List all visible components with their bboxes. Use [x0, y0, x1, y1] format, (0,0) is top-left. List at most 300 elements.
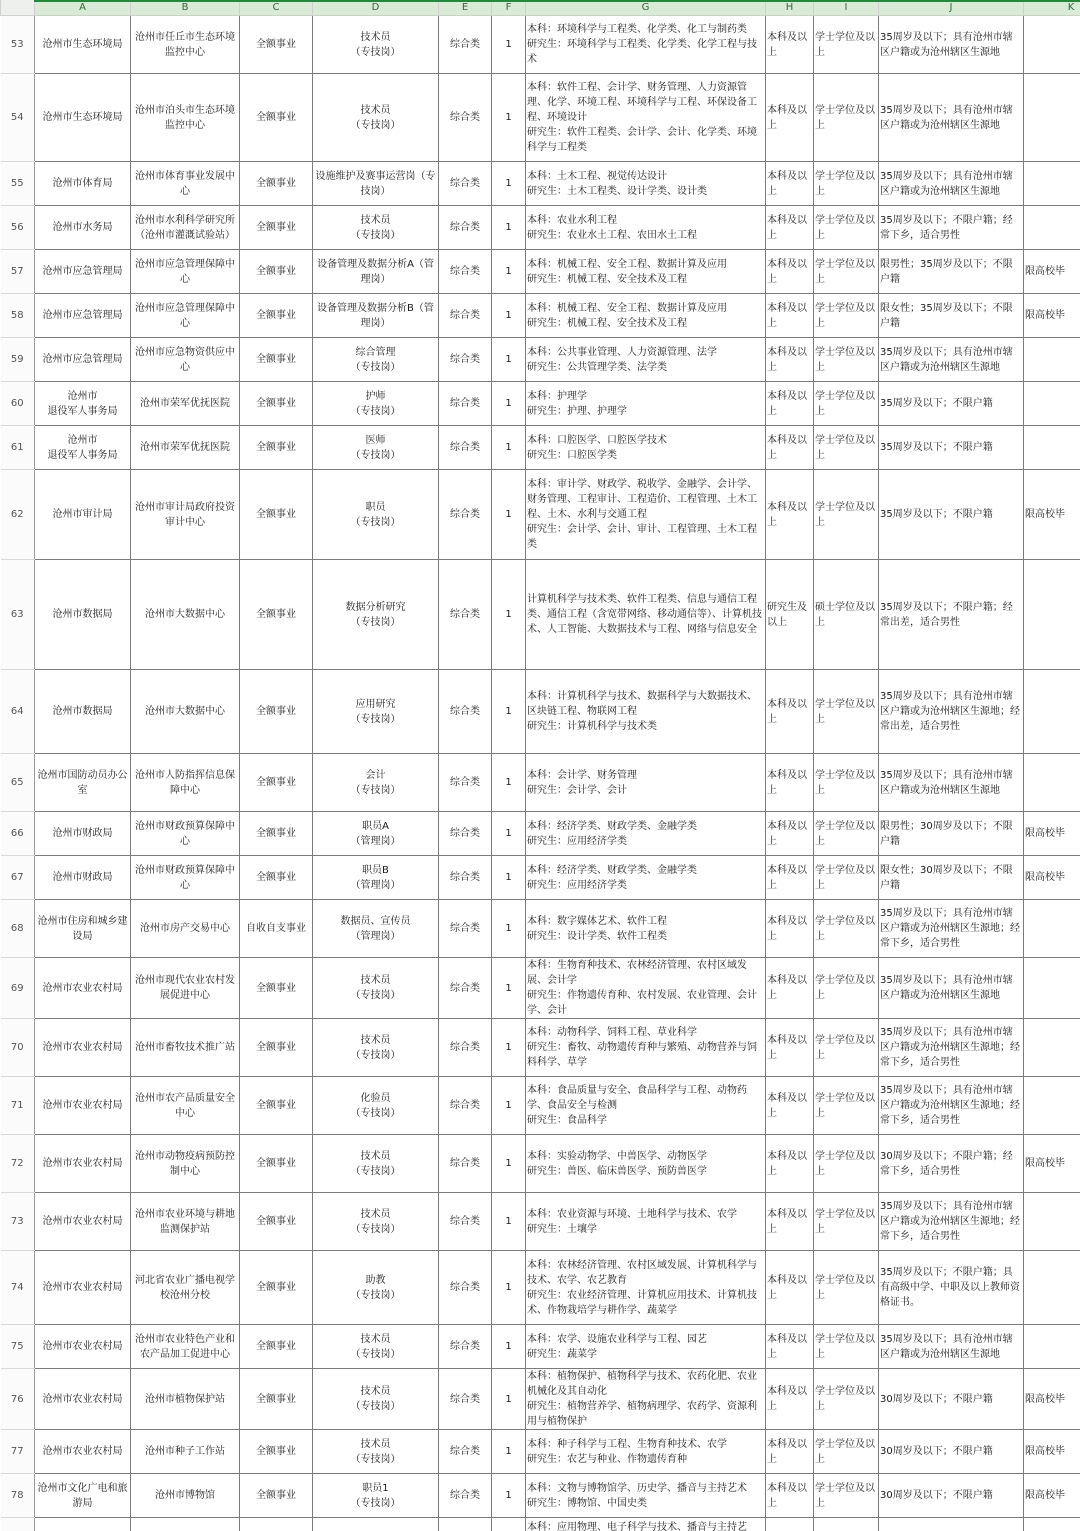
cell-i[interactable]: 学士学位及以上	[814, 1251, 879, 1325]
row-number[interactable]: 73	[1, 1193, 35, 1251]
cell-i[interactable]: 学士学位及以上	[814, 382, 879, 426]
cell-h[interactable]: 研究生及以上	[766, 560, 814, 670]
cell-h[interactable]: 本科及以上	[766, 856, 814, 900]
cell-f[interactable]	[492, 1518, 526, 1531]
cell-a[interactable]: 沧州市水务局	[35, 206, 131, 250]
cell-h[interactable]: 本科及以上	[766, 206, 814, 250]
row-number[interactable]: 66	[1, 812, 35, 856]
cell-b[interactable]: 沧州市审计局政府投资审计中心	[131, 470, 240, 560]
cell-e[interactable]: 综合类	[439, 958, 492, 1019]
cell-g[interactable]: 本科：审计学、财政学、税收学、金融学、会计学、财务管理、工程审计、工程造价、工程管理、土木工程、土木、水利与交通工程 研究生：会计学、会计、审计、工程管理、土木工程类	[526, 470, 766, 560]
cell-b[interactable]: 沧州市大数据中心	[131, 670, 240, 754]
cell-a[interactable]: 沧州市农业农村局	[35, 1019, 131, 1077]
table-row[interactable]	[1, 1430, 1080, 1474]
cell-j[interactable]	[879, 1518, 1024, 1531]
table-row[interactable]	[1, 206, 1080, 250]
cell-a[interactable]: 沧州市农业农村局	[35, 1193, 131, 1251]
cell-e[interactable]: 综合类	[439, 162, 492, 206]
cell-f[interactable]: 1	[492, 162, 526, 206]
cell-d[interactable]: 技术员 （专技岗）	[313, 74, 439, 162]
cell-a[interactable]: 沧州市 退役军人事务局	[35, 382, 131, 426]
cell-h[interactable]: 本科及以上	[766, 900, 814, 958]
cell-k[interactable]: 限高校毕	[1024, 1369, 1080, 1430]
cell-b[interactable]: 沧州市农业环境与耕地监测保护站	[131, 1193, 240, 1251]
cell-c[interactable]: 全额事业	[240, 1325, 313, 1369]
cell-c[interactable]: 全额事业	[240, 250, 313, 294]
cell-k[interactable]	[1024, 560, 1080, 670]
cell-c[interactable]: 全额事业	[240, 382, 313, 426]
cell-g[interactable]: 本科：农林经济管理、农村区域发展、计算机科学与技术、农学、农艺教育 研究生：农业经济管理、计算机应用技术、计算机技术、作物栽培学与耕作学、蔬菜学	[526, 1251, 766, 1325]
cell-g[interactable]: 本科：农学、设施农业科学与工程、园艺 研究生：蔬菜学	[526, 1325, 766, 1369]
cell-i[interactable]: 学士学位及以上	[814, 1077, 879, 1135]
cell-h[interactable]: 本科及以上	[766, 670, 814, 754]
cell-e[interactable]: 综合类	[439, 294, 492, 338]
cell-e[interactable]	[439, 1518, 492, 1531]
cell-e[interactable]: 综合类	[439, 382, 492, 426]
cell-c[interactable]: 全额事业	[240, 470, 313, 560]
cell-a[interactable]: 沧州市应急管理局	[35, 338, 131, 382]
row-number[interactable]: 61	[1, 426, 35, 470]
cell-h[interactable]: 本科及以上	[766, 338, 814, 382]
table-row[interactable]	[1, 162, 1080, 206]
cell-k[interactable]: 限高校毕	[1024, 1135, 1080, 1193]
cell-k[interactable]	[1024, 206, 1080, 250]
cell-k[interactable]	[1024, 1325, 1080, 1369]
table-row[interactable]	[1, 426, 1080, 470]
cell-j[interactable]: 35周岁及以下；具有沧州市辖区户籍或为沧州辖区生源地	[879, 958, 1024, 1019]
cell-c[interactable]: 全额事业	[240, 856, 313, 900]
cell-d[interactable]: 技术员 （专技岗）	[313, 16, 439, 74]
cell-k[interactable]	[1024, 670, 1080, 754]
cell-e[interactable]: 综合类	[439, 560, 492, 670]
cell-a[interactable]: 沧州市财政局	[35, 812, 131, 856]
cell-e[interactable]: 综合类	[439, 1077, 492, 1135]
cell-d[interactable]: 设备管理及数据分析A（管理岗）	[313, 250, 439, 294]
cell-a[interactable]: 沧州市农业农村局	[35, 1325, 131, 1369]
cell-e[interactable]: 综合类	[439, 900, 492, 958]
cell-a[interactable]: 沧州市农业农村局	[35, 1430, 131, 1474]
cell-d[interactable]: 技术员 （专技岗）	[313, 206, 439, 250]
cell-b[interactable]: 沧州市种子工作站	[131, 1430, 240, 1474]
cell-j[interactable]: 限男性；35周岁及以下；不限户籍	[879, 250, 1024, 294]
cell-k[interactable]: 限高校毕	[1024, 1430, 1080, 1474]
cell-g[interactable]: 本科：经济学类、财政学类、金融学类 研究生：应用经济学类	[526, 812, 766, 856]
cell-e[interactable]: 综合类	[439, 470, 492, 560]
cell-j[interactable]: 30周岁及以下；不限户籍；经常下乡，适合男性	[879, 1135, 1024, 1193]
cell-f[interactable]: 1	[492, 754, 526, 812]
cell-j[interactable]: 限女性；30周岁及以下；不限户籍	[879, 856, 1024, 900]
row-number[interactable]: 63	[1, 560, 35, 670]
cell-d[interactable]: 设施维护及赛事运营岗（专技岗）	[313, 162, 439, 206]
cell-f[interactable]: 1	[492, 1474, 526, 1518]
row-number[interactable]: 58	[1, 294, 35, 338]
cell-e[interactable]: 综合类	[439, 1430, 492, 1474]
cell-e[interactable]: 综合类	[439, 856, 492, 900]
cell-f[interactable]: 1	[492, 74, 526, 162]
cell-h[interactable]: 本科及以上	[766, 1193, 814, 1251]
cell-d[interactable]: 助教 （专技岗）	[313, 1251, 439, 1325]
cell-b[interactable]: 沧州市泊头市生态环境监控中心	[131, 74, 240, 162]
cell-d[interactable]: 化验员 （专技岗）	[313, 1077, 439, 1135]
table-row[interactable]	[1, 1019, 1080, 1077]
column-header-g[interactable]: G	[526, 0, 766, 16]
table-row[interactable]	[1, 812, 1080, 856]
cell-k[interactable]	[1024, 16, 1080, 74]
row-number[interactable]: 72	[1, 1135, 35, 1193]
cell-b[interactable]: 沧州市房产交易中心	[131, 900, 240, 958]
cell-d[interactable]: 护师 （专技岗）	[313, 382, 439, 426]
cell-j[interactable]: 35周岁及以下；具有沧州市辖区户籍或为沧州辖区生源地；经常下乡，适合男性	[879, 1193, 1024, 1251]
cell-h[interactable]: 本科及以上	[766, 382, 814, 426]
row-number[interactable]: 55	[1, 162, 35, 206]
cell-c[interactable]: 全额事业	[240, 1135, 313, 1193]
cell-d[interactable]	[313, 1518, 439, 1531]
cell-b[interactable]: 沧州市农产品质量安全中心	[131, 1077, 240, 1135]
cell-f[interactable]: 1	[492, 1325, 526, 1369]
row-number[interactable]: 77	[1, 1430, 35, 1474]
cell-b[interactable]: 沧州市大数据中心	[131, 560, 240, 670]
cell-e[interactable]: 综合类	[439, 338, 492, 382]
table-row[interactable]	[1, 338, 1080, 382]
cell-b[interactable]: 沧州市应急管理保障中心	[131, 250, 240, 294]
cell-k[interactable]	[1024, 958, 1080, 1019]
table-row[interactable]	[1, 1325, 1080, 1369]
cell-g[interactable]: 本科：农业水利工程 研究生：农业水土工程、农田水土工程	[526, 206, 766, 250]
table-row[interactable]	[1, 294, 1080, 338]
cell-g[interactable]: 本科：经济学类、财政学类、金融学类 研究生：应用经济学类	[526, 856, 766, 900]
cell-f[interactable]: 1	[492, 1135, 526, 1193]
column-header-j[interactable]: J	[879, 0, 1024, 16]
cell-e[interactable]: 综合类	[439, 1193, 492, 1251]
cell-e[interactable]: 综合类	[439, 1474, 492, 1518]
cell-c[interactable]: 全额事业	[240, 1430, 313, 1474]
cell-b[interactable]: 沧州市现代农业农村发展促进中心	[131, 958, 240, 1019]
cell-b[interactable]: 沧州市应急物资供应中心	[131, 338, 240, 382]
cell-k[interactable]: 限高校毕	[1024, 294, 1080, 338]
cell-c[interactable]: 全额事业	[240, 1193, 313, 1251]
cell-c[interactable]: 全额事业	[240, 812, 313, 856]
cell-h[interactable]: 本科及以上	[766, 1369, 814, 1430]
cell-i[interactable]: 学士学位及以上	[814, 162, 879, 206]
cell-a[interactable]: 沧州市 退役军人事务局	[35, 426, 131, 470]
cell-a[interactable]: 沧州市文化广电和旅游局	[35, 1474, 131, 1518]
cell-e[interactable]: 综合类	[439, 812, 492, 856]
cell-f[interactable]: 1	[492, 338, 526, 382]
cell-k[interactable]	[1024, 900, 1080, 958]
cell-g[interactable]: 本科：应用物理、电子科学与技术、播音与主持艺	[526, 1518, 766, 1531]
cell-f[interactable]: 1	[492, 1369, 526, 1430]
table-row[interactable]	[1, 670, 1080, 754]
cell-h[interactable]: 本科及以上	[766, 754, 814, 812]
cell-c[interactable]: 全额事业	[240, 670, 313, 754]
cell-g[interactable]: 本科：机械工程、安全工程、数据计算及应用 研究生：机械工程、安全技术及工程	[526, 294, 766, 338]
cell-e[interactable]: 综合类	[439, 1135, 492, 1193]
cell-j[interactable]: 35周岁及以下；具有沧州市辖区户籍或为沧州辖区生源地；经常下乡，适合男性	[879, 1019, 1024, 1077]
cell-b[interactable]: 沧州市人防指挥信息保障中心	[131, 754, 240, 812]
cell-g[interactable]: 本科：机械工程、安全工程、数据计算及应用 研究生：机械工程、安全技术及工程	[526, 250, 766, 294]
cell-g[interactable]: 本科：软件工程、会计学、财务管理、人力资源管理、化学、环境工程、环境科学与工程、环保设备工程、环境设计 研究生：软件工程类、会计学、会计、化学类、环境科学与工程类	[526, 74, 766, 162]
row-number[interactable]: 74	[1, 1251, 35, 1325]
cell-g[interactable]: 本科：土木工程、视觉传达设计 研究生：土木工程类、设计学类、设计类	[526, 162, 766, 206]
cell-c[interactable]: 全额事业	[240, 958, 313, 1019]
cell-a[interactable]: 沧州市农业农村局	[35, 1369, 131, 1430]
table-row[interactable]	[1, 560, 1080, 670]
cell-g[interactable]: 本科：会计学、财务管理 研究生：会计学、会计	[526, 754, 766, 812]
cell-b[interactable]: 沧州市体育事业发展中心	[131, 162, 240, 206]
cell-h[interactable]: 本科及以上	[766, 470, 814, 560]
table-row[interactable]	[1, 250, 1080, 294]
cell-a[interactable]: 沧州市生态环境局	[35, 74, 131, 162]
cell-i[interactable]: 学士学位及以上	[814, 1369, 879, 1430]
cell-d[interactable]: 职员A （管理岗）	[313, 812, 439, 856]
cell-b[interactable]: 沧州市动物疫病预防控制中心	[131, 1135, 240, 1193]
cell-e[interactable]: 综合类	[439, 670, 492, 754]
cell-f[interactable]: 1	[492, 900, 526, 958]
row-number[interactable]: 56	[1, 206, 35, 250]
cell-c[interactable]: 全额事业	[240, 1474, 313, 1518]
cell-e[interactable]: 综合类	[439, 1251, 492, 1325]
cell-a[interactable]: 沧州市农业农村局	[35, 958, 131, 1019]
cell-h[interactable]: 本科及以上	[766, 1019, 814, 1077]
cell-e[interactable]: 综合类	[439, 1019, 492, 1077]
cell-e[interactable]: 综合类	[439, 754, 492, 812]
table-row[interactable]	[1, 958, 1080, 1019]
cell-c[interactable]: 全额事业	[240, 1019, 313, 1077]
cell-f[interactable]: 1	[492, 426, 526, 470]
table-row[interactable]	[1, 1135, 1080, 1193]
cell-h[interactable]: 本科及以上	[766, 162, 814, 206]
cell-c[interactable]: 全额事业	[240, 294, 313, 338]
cell-k[interactable]: 限高校毕	[1024, 250, 1080, 294]
cell-a[interactable]: 沧州市农业农村局	[35, 1251, 131, 1325]
cell-j[interactable]: 限女性；35周岁及以下；不限户籍	[879, 294, 1024, 338]
cell-j[interactable]: 35周岁及以下；具有沧州市辖区户籍或为沧州辖区生源地	[879, 74, 1024, 162]
cell-g[interactable]: 本科：食品质量与安全、食品科学与工程、动物药学、食品安全与检测 研究生：食品科学	[526, 1077, 766, 1135]
cell-e[interactable]: 综合类	[439, 250, 492, 294]
cell-e[interactable]: 综合类	[439, 1369, 492, 1430]
cell-h[interactable]: 本科及以上	[766, 1251, 814, 1325]
corner-cell[interactable]	[1, 0, 35, 16]
cell-d[interactable]: 职员 （专技岗）	[313, 470, 439, 560]
cell-k[interactable]: 限高校毕	[1024, 812, 1080, 856]
cell-b[interactable]	[131, 1518, 240, 1531]
cell-b[interactable]: 沧州市应急管理保障中心	[131, 294, 240, 338]
cell-c[interactable]: 全额事业	[240, 1077, 313, 1135]
cell-c[interactable]: 全额事业	[240, 560, 313, 670]
cell-g[interactable]: 本科：种子科学与工程、生物育种技术、农学 研究生：农艺与种业、作物遗传育种	[526, 1430, 766, 1474]
cell-g[interactable]: 本科：实验动物学、中兽医学、动物医学 研究生：兽医、临床兽医学、预防兽医学	[526, 1135, 766, 1193]
cell-a[interactable]: 沧州市农业农村局	[35, 1135, 131, 1193]
cell-b[interactable]: 沧州市博物馆	[131, 1474, 240, 1518]
column-header-k[interactable]: K	[1024, 0, 1080, 16]
row-number[interactable]: 64	[1, 670, 35, 754]
cell-d[interactable]: 技术员 （专技岗）	[313, 1019, 439, 1077]
cell-f[interactable]: 1	[492, 470, 526, 560]
table-row[interactable]	[1, 754, 1080, 812]
cell-i[interactable]: 学士学位及以上	[814, 1135, 879, 1193]
cell-f[interactable]: 1	[492, 1251, 526, 1325]
cell-i[interactable]: 学士学位及以上	[814, 206, 879, 250]
column-header-a[interactable]: A	[35, 0, 131, 16]
cell-d[interactable]: 技术员 （专技岗）	[313, 1193, 439, 1251]
row-number[interactable]: 67	[1, 856, 35, 900]
cell-i[interactable]: 学士学位及以上	[814, 958, 879, 1019]
cell-k[interactable]	[1024, 1193, 1080, 1251]
cell-i[interactable]: 学士学位及以上	[814, 812, 879, 856]
cell-h[interactable]: 本科及以上	[766, 812, 814, 856]
cell-g[interactable]: 本科：口腔医学、口腔医学技术 研究生：口腔医学类	[526, 426, 766, 470]
cell-f[interactable]: 1	[492, 1019, 526, 1077]
cell-j[interactable]: 30周岁及以下；不限户籍	[879, 1474, 1024, 1518]
table-row[interactable]	[1, 1474, 1080, 1518]
cell-k[interactable]	[1024, 162, 1080, 206]
cell-c[interactable]: 全额事业	[240, 16, 313, 74]
cell-f[interactable]: 1	[492, 1077, 526, 1135]
cell-i[interactable]: 学士学位及以上	[814, 900, 879, 958]
cell-b[interactable]: 沧州市财政预算保障中心	[131, 856, 240, 900]
cell-j[interactable]: 35周岁及以下；具有沧州市辖区户籍或为沧州辖区生源地	[879, 754, 1024, 812]
cell-j[interactable]: 35周岁及以下；具有沧州市辖区户籍或为沧州辖区生源地；经常出差，适合男性	[879, 670, 1024, 754]
cell-f[interactable]: 1	[492, 16, 526, 74]
cell-d[interactable]: 应用研究 （专技岗）	[313, 670, 439, 754]
cell-d[interactable]: 职员B （管理岗）	[313, 856, 439, 900]
cell-c[interactable]: 全额事业	[240, 1369, 313, 1430]
cell-f[interactable]: 1	[492, 856, 526, 900]
cell-j[interactable]: 35周岁及以下；具有沧州市辖区户籍或为沧州辖区生源地；经常下乡，适合男性	[879, 1077, 1024, 1135]
cell-b[interactable]: 河北省农业广播电视学校沧州分校	[131, 1251, 240, 1325]
cell-i[interactable]: 学士学位及以上	[814, 1325, 879, 1369]
cell-h[interactable]: 本科及以上	[766, 426, 814, 470]
cell-e[interactable]: 综合类	[439, 206, 492, 250]
cell-d[interactable]: 技术员 （专技岗）	[313, 1430, 439, 1474]
cell-h[interactable]: 本科及以上	[766, 294, 814, 338]
cell-g[interactable]: 本科：护理学 研究生：护理、护理学	[526, 382, 766, 426]
cell-b[interactable]: 沧州市荣军优抚医院	[131, 426, 240, 470]
cell-h[interactable]: 本科及以上	[766, 1077, 814, 1135]
column-header-c[interactable]: C	[240, 0, 313, 16]
row-number[interactable]	[1, 1518, 35, 1531]
cell-f[interactable]: 1	[492, 1193, 526, 1251]
cell-d[interactable]: 技术员 （专技岗）	[313, 958, 439, 1019]
cell-j[interactable]: 35周岁及以下；不限户籍；具有高级中学、中职及以上教师资格证书。	[879, 1251, 1024, 1325]
cell-i[interactable]: 学士学位及以上	[814, 250, 879, 294]
table-row[interactable]	[1, 382, 1080, 426]
cell-k[interactable]: 限高校毕	[1024, 856, 1080, 900]
row-number[interactable]: 78	[1, 1474, 35, 1518]
table-row[interactable]	[1, 16, 1080, 74]
cell-a[interactable]: 沧州市应急管理局	[35, 294, 131, 338]
cell-a[interactable]: 沧州市财政局	[35, 856, 131, 900]
cell-a[interactable]: 沧州市生态环境局	[35, 16, 131, 74]
cell-j[interactable]: 30周岁及以下；不限户籍	[879, 1369, 1024, 1430]
cell-i[interactable]: 学士学位及以上	[814, 1193, 879, 1251]
cell-d[interactable]: 设备管理及数据分析B（管理岗）	[313, 294, 439, 338]
cell-i[interactable]: 学士学位及以上	[814, 754, 879, 812]
cell-j[interactable]: 35周岁及以下；具有沧州市辖区户籍或为沧州辖区生源地	[879, 16, 1024, 74]
cell-i[interactable]: 学士学位及以上	[814, 426, 879, 470]
cell-a[interactable]	[35, 1518, 131, 1531]
table-row[interactable]	[1, 856, 1080, 900]
cell-j[interactable]: 30周岁及以下；不限户籍	[879, 1430, 1024, 1474]
cell-c[interactable]: 自收自支事业	[240, 900, 313, 958]
cell-i[interactable]: 学士学位及以上	[814, 670, 879, 754]
cell-i[interactable]: 学士学位及以上	[814, 338, 879, 382]
cell-b[interactable]: 沧州市农业特色产业和农产品加工促进中心	[131, 1325, 240, 1369]
cell-a[interactable]: 沧州市住房和城乡建设局	[35, 900, 131, 958]
cell-g[interactable]: 本科：动物科学、饲料工程、草业科学 研究生：畜牧、动物遗传育种与繁殖、动物营养与饲料科学、草学	[526, 1019, 766, 1077]
row-number[interactable]: 68	[1, 900, 35, 958]
cell-g[interactable]: 本科：生物育种技术、农林经济管理、农村区域发展、会计学 研究生：作物遗传育种、农村发展、农业管理、会计学、会计	[526, 958, 766, 1019]
column-header-i[interactable]: I	[814, 0, 879, 16]
row-number[interactable]: 75	[1, 1325, 35, 1369]
cell-d[interactable]: 技术员 （专技岗）	[313, 1325, 439, 1369]
cell-k[interactable]	[1024, 1251, 1080, 1325]
cell-e[interactable]: 综合类	[439, 16, 492, 74]
cell-k[interactable]	[1024, 338, 1080, 382]
cell-h[interactable]: 本科及以上	[766, 1430, 814, 1474]
cell-h[interactable]: 本科及以上	[766, 250, 814, 294]
cell-k[interactable]	[1024, 754, 1080, 812]
cell-a[interactable]: 沧州市数据局	[35, 560, 131, 670]
cell-i[interactable]: 学士学位及以上	[814, 16, 879, 74]
cell-f[interactable]: 1	[492, 206, 526, 250]
cell-i[interactable]	[814, 1518, 879, 1531]
row-number[interactable]: 54	[1, 74, 35, 162]
cell-g[interactable]: 本科：环境科学与工程类、化学类、化工与制药类 研究生：环境科学与工程类、化学类、化学工程与技术	[526, 16, 766, 74]
cell-e[interactable]: 综合类	[439, 426, 492, 470]
cell-f[interactable]: 1	[492, 670, 526, 754]
table-row[interactable]	[1, 1251, 1080, 1325]
row-number[interactable]: 60	[1, 382, 35, 426]
cell-c[interactable]: 全额事业	[240, 1251, 313, 1325]
row-number[interactable]: 57	[1, 250, 35, 294]
cell-j[interactable]: 35周岁及以下；具有沧州市辖区户籍或为沧州辖区生源地	[879, 162, 1024, 206]
cell-c[interactable]: 全额事业	[240, 162, 313, 206]
cell-j[interactable]: 35周岁及以下；不限户籍；经常出差，适合男性	[879, 560, 1024, 670]
cell-b[interactable]: 沧州市植物保护站	[131, 1369, 240, 1430]
cell-f[interactable]: 1	[492, 812, 526, 856]
column-header-e[interactable]: E	[439, 0, 492, 16]
column-header-d[interactable]: D	[313, 0, 439, 16]
cell-k[interactable]	[1024, 1019, 1080, 1077]
table-row[interactable]	[1, 1369, 1080, 1430]
column-header-b[interactable]: B	[131, 0, 240, 16]
row-number[interactable]: 69	[1, 958, 35, 1019]
cell-c[interactable]: 全额事业	[240, 754, 313, 812]
cell-d[interactable]: 技术员 （专技岗）	[313, 1369, 439, 1430]
cell-i[interactable]: 硕士学位及以上	[814, 560, 879, 670]
cell-f[interactable]: 1	[492, 382, 526, 426]
cell-j[interactable]: 35周岁及以下；不限户籍	[879, 382, 1024, 426]
cell-d[interactable]: 职员1 （专技岗）	[313, 1474, 439, 1518]
table-row[interactable]	[1, 470, 1080, 560]
cell-h[interactable]: 本科及以上	[766, 74, 814, 162]
cell-d[interactable]: 技术员 （专技岗）	[313, 1135, 439, 1193]
cell-a[interactable]: 沧州市国防动员办公室	[35, 754, 131, 812]
cell-a[interactable]: 沧州市体育局	[35, 162, 131, 206]
cell-c[interactable]: 全额事业	[240, 74, 313, 162]
column-header-f[interactable]: F	[492, 0, 526, 16]
cell-c[interactable]	[240, 1518, 313, 1531]
row-number[interactable]: 71	[1, 1077, 35, 1135]
cell-h[interactable]	[766, 1518, 814, 1531]
cell-k[interactable]	[1024, 382, 1080, 426]
column-header-h[interactable]: H	[766, 0, 814, 16]
cell-j[interactable]: 35周岁及以下；具有沧州市辖区户籍或为沧州辖区生源地	[879, 1325, 1024, 1369]
cell-d[interactable]: 医师 （专技岗）	[313, 426, 439, 470]
cell-g[interactable]: 本科：公共事业管理、人力资源管理、法学 研究生：公共管理学类、法学类	[526, 338, 766, 382]
cell-d[interactable]: 数据员、宣传员 （管理岗）	[313, 900, 439, 958]
